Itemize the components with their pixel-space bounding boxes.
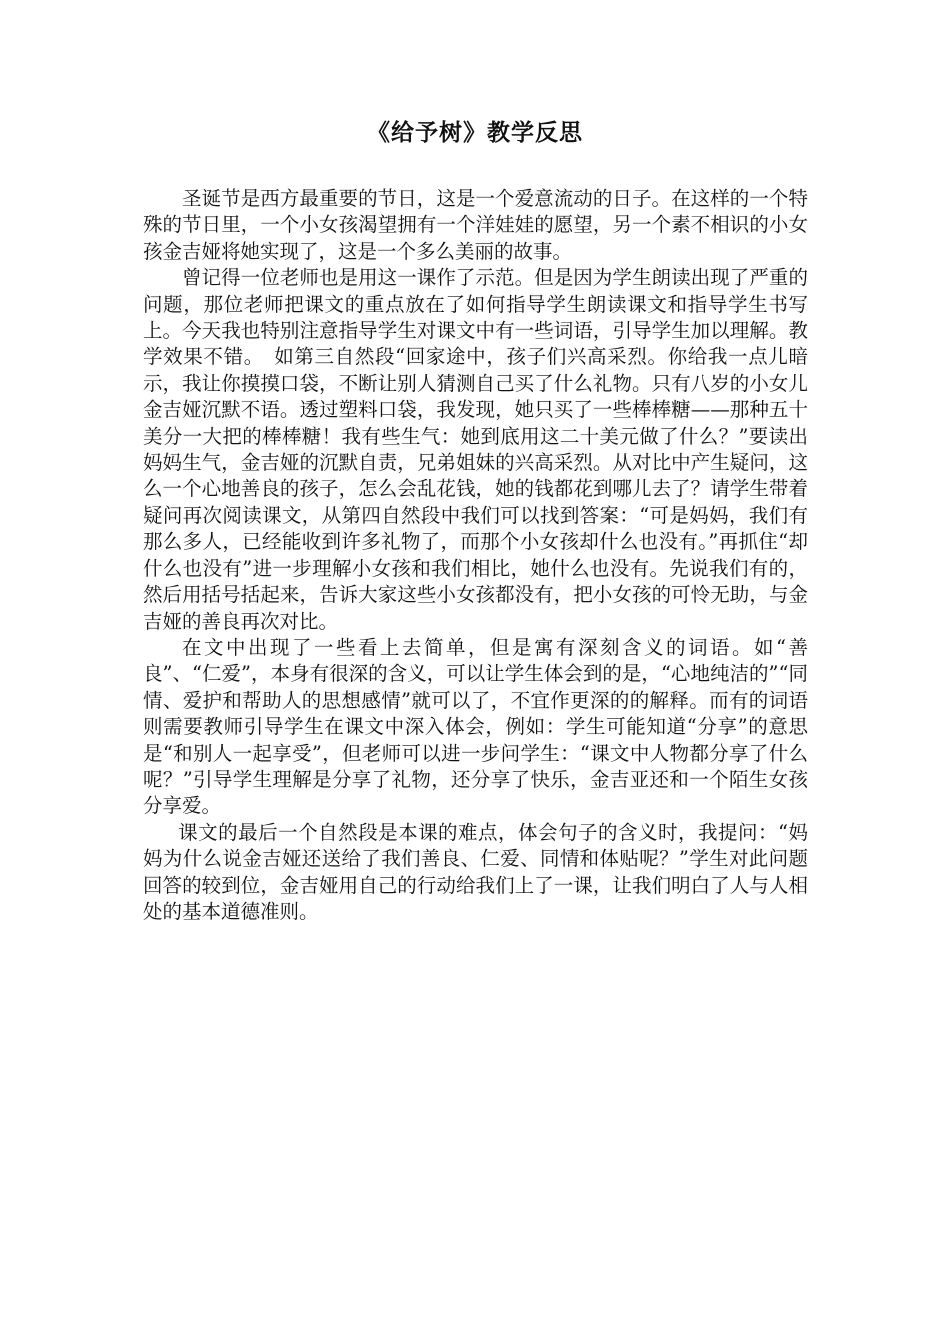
paragraph-4: 课文的最后一个自然段是本课的难点，体会句子的含义时，我提问：“妈妈为什么说金吉娅还送给了我们善良、仁爱、同情和体贴呢？”学生对此问题回答的较到位，金吉娅用自己的行动给我们上了一课，让我们明白了人与人相处的基本道德准则。	[143, 820, 808, 923]
paragraph-3: 在文中出现了一些看上去简单，但是寓有深刻含义的词语。如“善良”、“仁爱”，本身有很深的含义，可以让学生体会到的是，“心地纯洁的”“同情、爱护和帮助人的思想感情”就可以了，不宜作更深的的解释。而有的词语则需要教师引导学生在课文中深入体会，例如：学生可能知道“分享”的意思是“和别人一起享受”，但老师可以进一步问学生：“课文中人物都分享了什么呢？”引导学生理解是分享了礼物，还分享了快乐，金吉亚还和一个陌生女孩分享爱。	[143, 635, 808, 818]
document-title: 《给予树》教学反思	[367, 119, 583, 146]
paragraph-2: 曾记得一位老师也是用这一课作了示范。但是因为学生朗读出现了严重的问题，那位老师把课文的重点放在了如何指导学生朗读课文和指导学生书写上。今天我也特别注意指导学生对课文中有一些词语，引导学生加以理解。教学效果不错。 如第三自然段“回家途中，孩子们兴高采烈。你给我一点儿暗示，我让你摸摸口袋，不断让别人猜测自己买了什么礼物。只有八岁的小女儿金吉娅沉默不语。透过塑料口袋，我发现，她只买了一些棒棒糖——那种五十美分一大把的棒棒糖！我有些生气：她到底用这二十美元做了什么？”要读出妈妈生气，金吉娅的沉默自责，兄弟姐妹的兴高采烈。从对比中产生疑问，这么一个心地善良的孩子，怎么会乱花钱，她的钱都花到哪儿去了？请学生带着疑问再次阅读课文，从第四自然段中我们可以找到答案：“可是妈妈，我们有那么多人，已经能收到许多礼物了，而那个小女孩却什么也没有。”再抓住“却什么也没有”进一步理解小女孩和我们相比，她什么也没有。先说我们有的，然后用括号括起来，告诉大家这些小女孩都没有，把小女孩的可怜无助，与金吉娅的善良再次对比。	[143, 266, 808, 633]
document-body	[143, 186, 808, 925]
paragraph-1: 圣诞节是西方最重要的节日，这是一个爱意流动的日子。在这样的一个特殊的节日里，一个小女孩渴望拥有一个洋娃娃的愿望，另一个素不相识的小女孩金吉娅将她实现了，这是一个多么美丽的故事。	[143, 187, 808, 263]
